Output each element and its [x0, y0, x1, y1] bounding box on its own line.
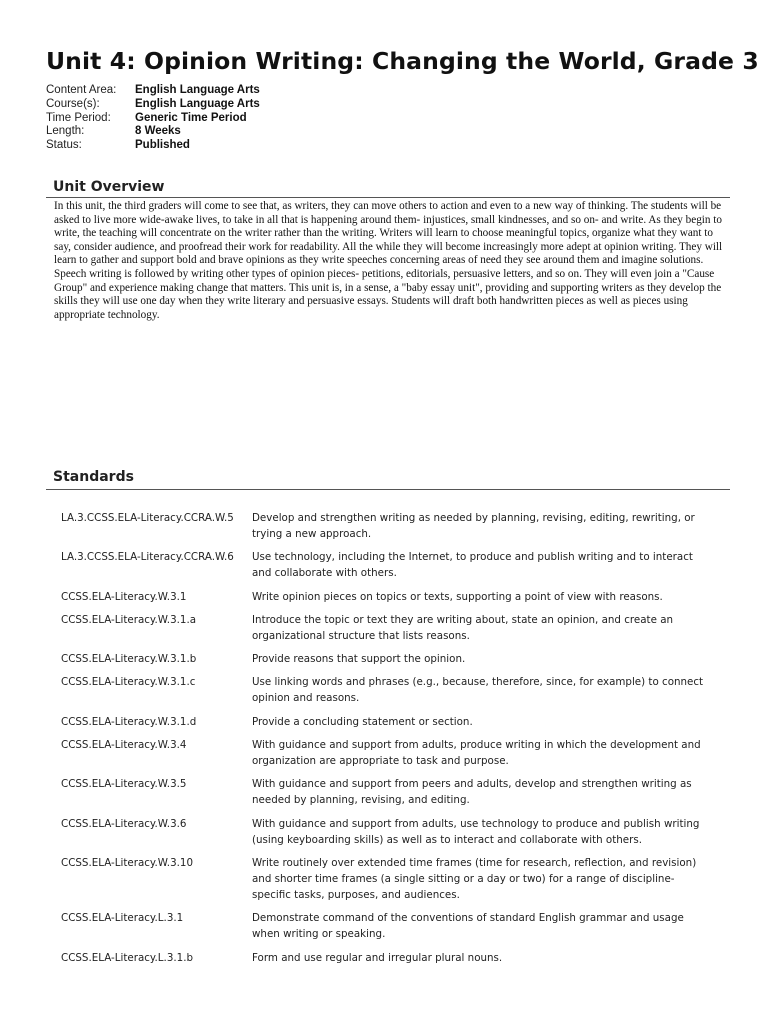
meta-label: Status:: [46, 139, 82, 152]
meta-row-courses: [46, 98, 260, 112]
standard-row: [61, 950, 731, 966]
standard-row: [61, 612, 731, 644]
meta-value: English Language Arts: [135, 84, 260, 96]
standard-code: CCSS.ELA-Literacy.W.3.1.c: [61, 676, 196, 689]
unit-metadata: [46, 84, 260, 153]
standard-code: CCSS.ELA-Literacy.W.3.6: [61, 817, 187, 830]
unit-overview-text: In this unit, the third graders will come to see that, as writers, they can move others to action and even to a new way of thinking. The students will be asked to live more wide-awake lives, to take in all that is happening around them- injustices, small kindnesses, and so on- and write. As they begin to write, the teaching will concentrate on the writer rather than the writing. Writers will learn to choose meaningful topics, organize what they want to say, consider audience, and proofread their work for readability. All the while they will become increasingly more adept at opinion writing. They will learn to gather and support bold and brave opinions as they write speeches concerning areas of need they see around them and imagine solutions. Speech writing is followed by writing other types of opinion pieces- petitions, editorials, persuasive letters, and so on. They will even join a "Cause Group" and experience making change that matters. This unit is, in a sense, a "baby essay unit", providing and supporting writers as they develop the skills they will use one day when they write literary and persuasive essays. Students will draft both handwritten pieces as well as pieces using appropriate technology.: [54, 200, 723, 321]
meta-value: English Language Arts: [135, 97, 260, 110]
standard-description: Demonstrate command of the conventions of standard English grammar and usage when writing or speaking.: [252, 912, 684, 941]
standard-code: LA.3.CCSS.ELA-Literacy.CCRA.W.5: [61, 512, 234, 524]
meta-row-status: [46, 139, 260, 153]
page-title: Unit 4: Opinion Writing: Changing the World, Grade 3: [46, 47, 759, 75]
standard-description: With guidance and support from peers and adults, develop and strengthen writing as needed by planning, revising, and editing.: [252, 778, 692, 807]
standard-description: Write opinion pieces on topics or texts, supporting a point of view with reasons.: [252, 590, 663, 603]
standard-row: [61, 776, 731, 808]
meta-row-time-period: [46, 112, 260, 126]
standard-row: [61, 549, 731, 581]
standards-heading: Standards: [46, 469, 730, 490]
meta-row-content-area: [46, 84, 260, 98]
standard-row: [61, 674, 731, 706]
standard-code: LA.3.CCSS.ELA-Literacy.CCRA.W.6: [61, 551, 234, 564]
standard-code: CCSS.ELA-Literacy.L.3.1: [61, 912, 184, 925]
standard-row: [61, 510, 731, 542]
meta-value: Generic Time Period: [135, 111, 247, 124]
standard-code: CCSS.ELA-Literacy.W.3.4: [61, 739, 187, 752]
standard-description: Use linking words and phrases (e.g., because, therefore, since, for example) to connect opinion and reasons.: [252, 676, 704, 705]
unit-overview-heading: Unit Overview: [46, 179, 730, 198]
meta-value: Published: [135, 139, 190, 152]
standard-code: CCSS.ELA-Literacy.W.3.1.a: [61, 613, 197, 626]
standard-code: CCSS.ELA-Literacy.L.3.1.b: [61, 951, 194, 964]
meta-label: Course(s):: [46, 97, 100, 110]
standard-row: [61, 816, 731, 848]
standard-description: Write routinely over extended time frames (time for research, reflection, and revision) and shorter time frames (a single sitting or a day or two) for a range of discipline-specific tasks, purposes, and audiences.: [252, 856, 697, 901]
meta-row-length: [46, 125, 260, 139]
standard-row: [61, 589, 731, 605]
standard-row: [61, 651, 731, 667]
standard-description: Develop and strengthen writing as needed by planning, revising, editing, rewriting, or trying a new approach.: [252, 512, 695, 540]
standard-code: CCSS.ELA-Literacy.W.3.1.d: [61, 715, 197, 728]
meta-label: Content Area:: [46, 84, 117, 96]
meta-label: Length:: [46, 125, 85, 138]
standard-code: CCSS.ELA-Literacy.W.3.1.b: [61, 653, 197, 666]
standard-code: CCSS.ELA-Literacy.W.3.5: [61, 778, 187, 791]
standard-code: CCSS.ELA-Literacy.W.3.1: [61, 590, 187, 603]
standard-code: CCSS.ELA-Literacy.W.3.10: [61, 856, 194, 869]
standard-description: Introduce the topic or text they are writing about, state an opinion, and create an organizational structure that lists reasons.: [252, 613, 674, 642]
standard-row: [61, 910, 731, 942]
standard-row: [61, 855, 731, 903]
standards-list: [61, 510, 731, 973]
standard-description: Form and use regular and irregular plural nouns.: [252, 951, 503, 964]
standard-row: [61, 737, 731, 769]
standard-description: With guidance and support from adults, use technology to produce and publish writing (using keyboarding skills) as well as to interact and collaborate with others.: [252, 817, 700, 846]
standard-description: Provide reasons that support the opinion.: [252, 653, 466, 666]
meta-label: Time Period:: [46, 111, 111, 124]
meta-value: 8 Weeks: [135, 125, 181, 138]
standard-row: [61, 714, 731, 730]
standard-description: Use technology, including the Internet, to produce and publish writing and to interact and collaborate with others.: [252, 551, 693, 580]
standard-description: Provide a concluding statement or section.: [252, 715, 473, 728]
standard-description: With guidance and support from adults, produce writing in which the development and organization are appropriate to task and purpose.: [252, 739, 701, 768]
